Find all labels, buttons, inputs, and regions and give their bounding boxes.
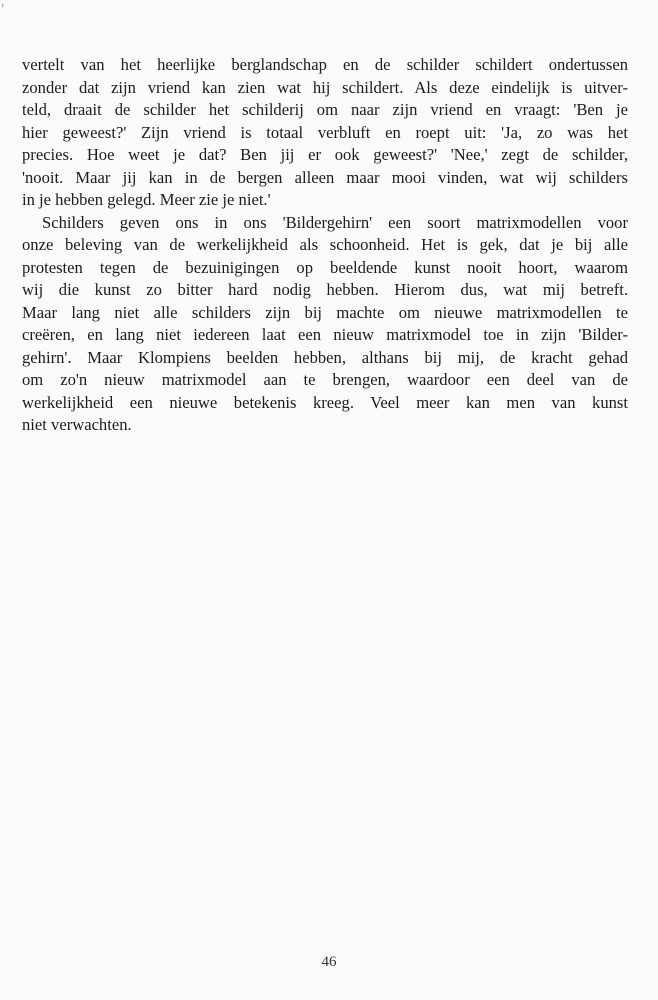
text-line: hier geweest?' Zijn vriend is totaal verbluft en roept uit: 'Ja, zo was het xyxy=(22,122,628,142)
text-line: onze beleving van de werkelijkheid als schoonheid. Het is gek, dat je bij alle xyxy=(22,235,628,254)
text-line: zonder dat zijn vriend kan zien wat hij schildert. Als deze eindelijk is uitver- xyxy=(22,77,628,97)
text-line: in je hebben gelegd. Meer zie je niet.' xyxy=(22,190,271,209)
body-text xyxy=(22,54,628,437)
text-line: protesten tegen de bezuinigingen op beeldende kunst nooit hoort, waarom xyxy=(22,257,628,277)
text-line: Maar lang niet alle schilders zijn bij machte om nieuwe matrixmodellen te xyxy=(22,302,628,322)
text-line: niet verwachten. xyxy=(22,415,132,434)
text-line: teld, draait de schilder het schilderij om naar zijn vriend en vraagt: 'Ben je xyxy=(22,100,628,119)
text-line: precies. Hoe weet je dat? Ben jij er ook geweest?' 'Nee,' zegt de schilder, xyxy=(22,145,628,164)
page-number: 46 xyxy=(321,954,337,970)
text-line: om zo'n nieuw matrixmodel aan te brengen, waardoor een deel van de xyxy=(22,370,628,389)
text-line: Schilders geven ons in ons 'Bildergehirn' een soort matrixmodellen voor xyxy=(42,212,628,232)
text-line: creëren, en lang niet iedereen laat een nieuw matrixmodel toe in zijn 'Bilder- xyxy=(22,325,628,344)
text-line: gehirn'. Maar Klompiens beelden hebben, althans bij mij, de kracht gehad xyxy=(22,347,628,367)
paragraph-1 xyxy=(22,54,628,212)
text-line: 'nooit. Maar jij kan in de bergen alleen maar mooi vinden, wat wij schilders xyxy=(22,167,628,187)
corner-mark: › xyxy=(1,0,5,11)
paragraph-2 xyxy=(22,212,628,437)
text-line: werkelijkheid een nieuwe betekenis kreeg. Veel meer kan men van kunst xyxy=(22,392,628,412)
text-line: wij die kunst zo bitter hard nodig hebben. Hierom dus, wat mij betreft. xyxy=(22,280,628,299)
text-line: vertelt van het heerlijke berglandschap en de schilder schildert ondertussen xyxy=(22,55,628,74)
